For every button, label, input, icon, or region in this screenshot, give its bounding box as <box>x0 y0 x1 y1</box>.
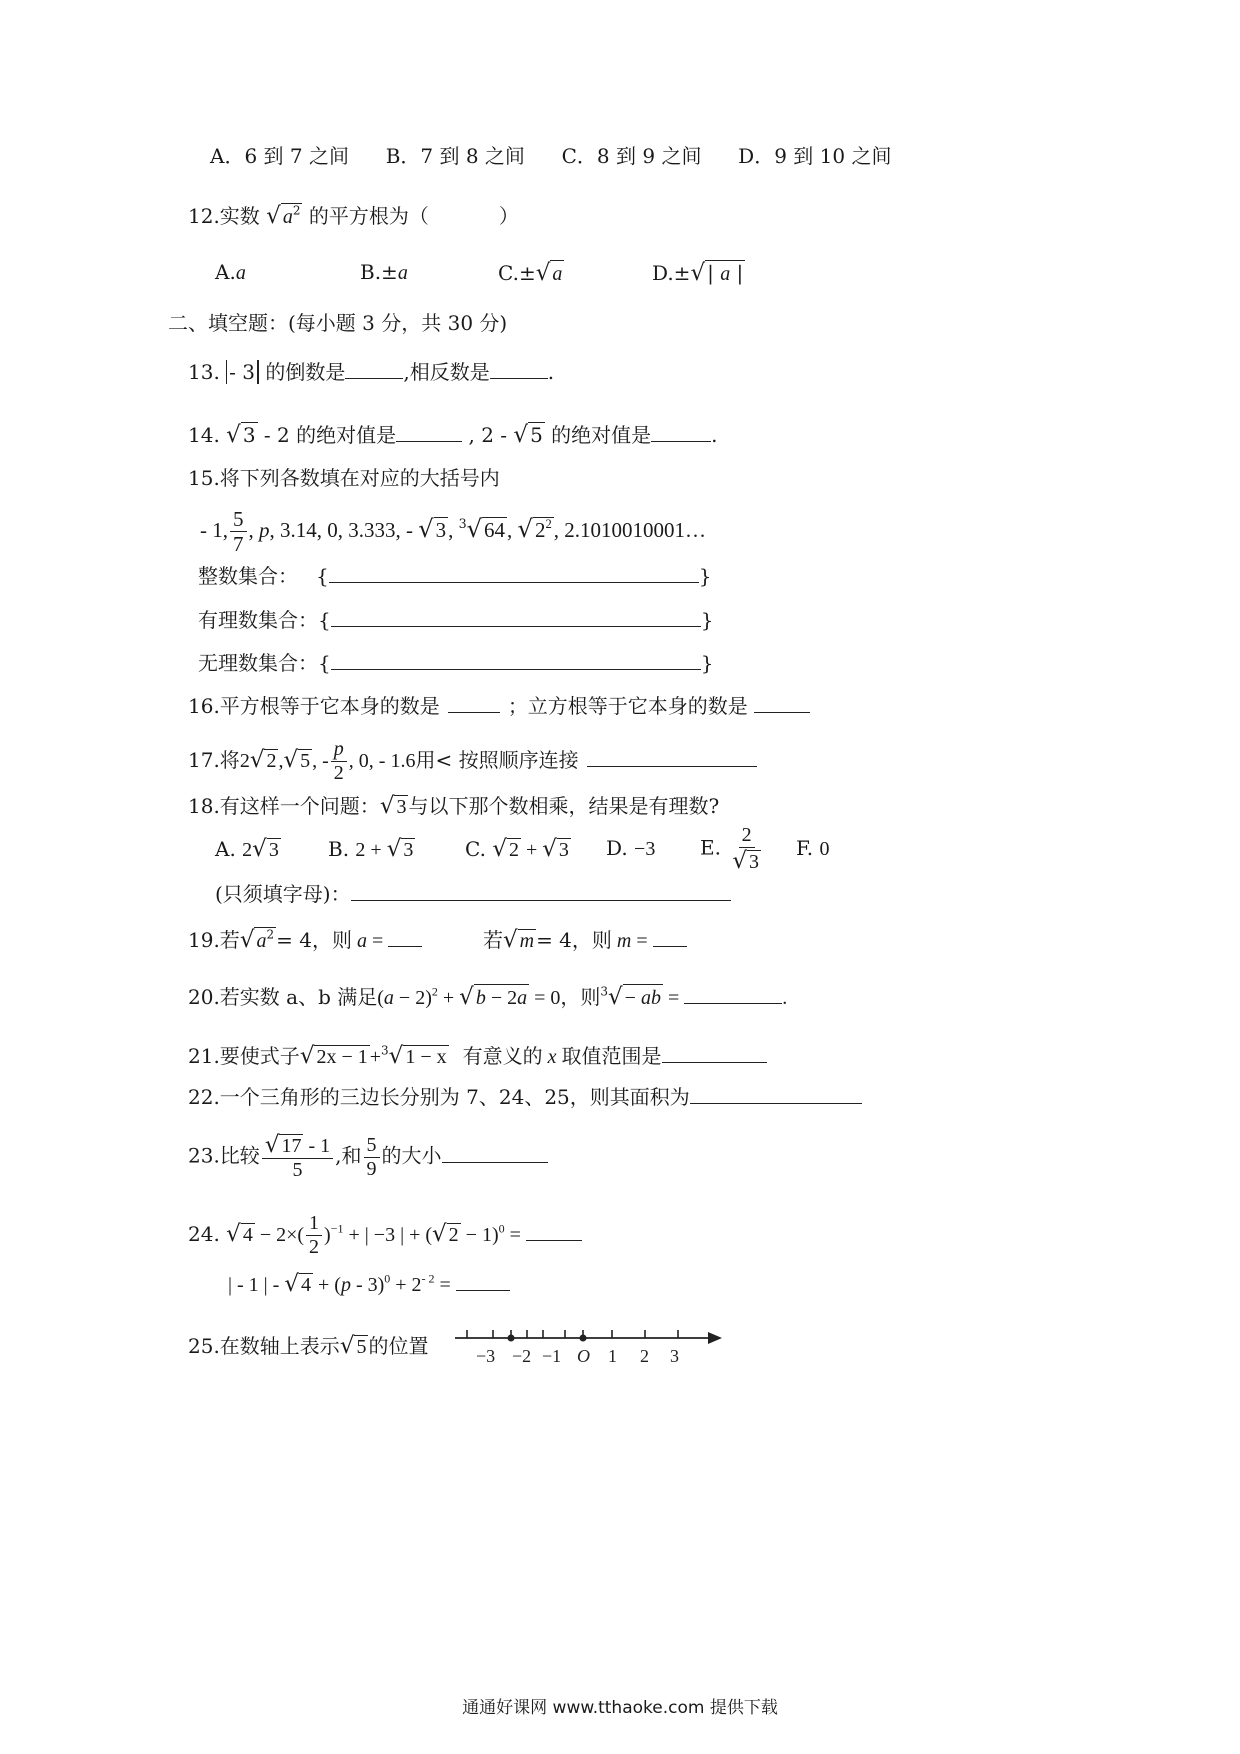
question-24: 24. √ 4 − 2×( $\frac{1}{2}$ )$^{-1}$ + | −3 | + (√ 2 − 1)$^0$ = <box>188 1212 582 1259</box>
q19-blank-1[interactable] <box>388 946 422 947</box>
q24-blank-2[interactable] <box>456 1290 510 1291</box>
tick-label: 2 <box>640 1346 649 1366</box>
tick-label: −3 <box>476 1346 496 1366</box>
question-12: 12.实数 √ $a^2$ 的平方根为（ ） <box>188 203 519 229</box>
question-18: 18.有这样一个问题：√ 3 与以下那个数相乘，结果是有理数? <box>188 793 720 819</box>
origin-label: O <box>577 1346 590 1366</box>
q15-numbers: - 1, $\frac{5}{7}$ , p, 3.14, 0, 3.333, - √3, $^3$√64, $√2^2$, 2.1010010001… <box>200 507 706 557</box>
q12-option-a: A.a <box>215 260 246 284</box>
question-19: 19.若√ $a^2 = 4$，则 a = 若√ m = 4，则 m = <box>188 929 687 952</box>
point-dot <box>508 1335 515 1342</box>
q17-blank[interactable] <box>587 766 757 767</box>
question-23: 23.比较 $\frac{√ 17 - 1}{5}$ ,和 $\frac{5}{9}$ 的大小 <box>188 1132 548 1182</box>
question-17: 17.将2√ 2 ,√ 5 , - $\frac{p}{2}$ , 0, - 1.6用< 按照顺序连接 <box>188 738 757 785</box>
q21-blank[interactable] <box>662 1062 767 1063</box>
tick-label: −2 <box>512 1346 532 1366</box>
q18-options: A. 2√ 3 <box>215 836 279 862</box>
q11-option-b: B．7 到 8 之间 <box>385 144 525 168</box>
footer-credit: 通通好课网 www.tthaoke.com 提供下载 <box>462 1698 778 1718</box>
q18-option-c: C. √ 2 + √ 3 <box>465 836 569 862</box>
q19-blank-2[interactable] <box>653 946 687 947</box>
q16-blank-1[interactable] <box>448 712 500 713</box>
q16-blank-2[interactable] <box>754 712 810 713</box>
q18-option-d: D. −3 <box>606 836 656 860</box>
q13-blank-1[interactable] <box>345 378 403 379</box>
origin-dot <box>580 1335 587 1342</box>
sqrt-a-squared: √ $a^2$ <box>266 203 301 229</box>
q12-option-b: B.±a <box>360 260 408 284</box>
q11-option-a: A．6 到 7 之间 <box>210 144 349 168</box>
q13-blank-2[interactable] <box>490 378 548 379</box>
q18-option-f: F. 0 <box>796 836 830 860</box>
q11-options <box>210 146 891 166</box>
q15-integer-set: 整数集合： { } <box>198 564 712 588</box>
q18-blank[interactable] <box>351 900 731 901</box>
tick-label: −1 <box>542 1346 562 1366</box>
q23-blank[interactable] <box>442 1162 548 1163</box>
question-24-part2: | - 1 | - √ $4 + (p - 3)^0 + 2^{- 2}$ = <box>228 1273 510 1296</box>
tick-label: 1 <box>608 1346 617 1366</box>
question-14: 14. √ 3 - 2 的绝对值是 , 2 - √ 5 的绝对值是 . <box>188 422 718 448</box>
q15-title: 15.将下列各数填在对应的大括号内 <box>188 466 500 490</box>
q18-fill: (只须填字母)： <box>215 884 731 904</box>
axis-arrow <box>708 1332 722 1344</box>
q22-blank[interactable] <box>690 1103 862 1104</box>
q15-rational-set: 有理数集合：{ } <box>198 608 714 632</box>
section-2-title: 二、填空题：(每小题 3 分，共 30 分) <box>168 311 508 335</box>
q11-option-c: C．8 到 9 之间 <box>561 144 702 168</box>
question-25: 25.在数轴上表示√ 5 的位置 <box>188 1333 429 1359</box>
q18-option-b: B. 2 + √ 3 <box>328 836 414 862</box>
question-13: 13. - 3 的倒数是 ,相反数是 . <box>188 360 555 384</box>
q20-blank[interactable] <box>684 1003 782 1004</box>
integer-set-blank[interactable] <box>329 582 699 583</box>
q14-blank-1[interactable] <box>396 441 462 442</box>
number-line <box>450 1322 730 1372</box>
q24-blank-1[interactable] <box>526 1240 582 1241</box>
q11-option-d: D．9 到 10 之间 <box>738 144 892 168</box>
q12-option-d: D.±√ | a | <box>652 260 744 286</box>
abs-value: - 3 <box>226 360 259 384</box>
rational-set-blank[interactable] <box>331 626 701 627</box>
q15-irrational-set: 无理数集合：{ } <box>198 651 714 675</box>
q14-blank-2[interactable] <box>651 441 711 442</box>
question-16: 16.平方根等于它本身的数是 ；立方根等于它本身的数是 <box>188 696 810 716</box>
q18-option-e: E. $\frac{2}{√ 3}$ <box>700 824 759 874</box>
q12-option-c: C.±√ a <box>498 260 563 286</box>
tick-label: 3 <box>670 1346 679 1366</box>
question-22: 22.一个三角形的三边长分别为 7、24、25，则其面积为 <box>188 1087 862 1107</box>
question-21: 21.要使式子√ 2x − 1 +$^3$√ 1 − x 有意义的 x 取值范围是 <box>188 1045 767 1068</box>
question-20: 20.若实数 a、b 满足$(a - 2)^2$ + √ b − 2a = 0，则$^3$√ − ab = . <box>188 984 788 1010</box>
irrational-set-blank[interactable] <box>331 669 701 670</box>
